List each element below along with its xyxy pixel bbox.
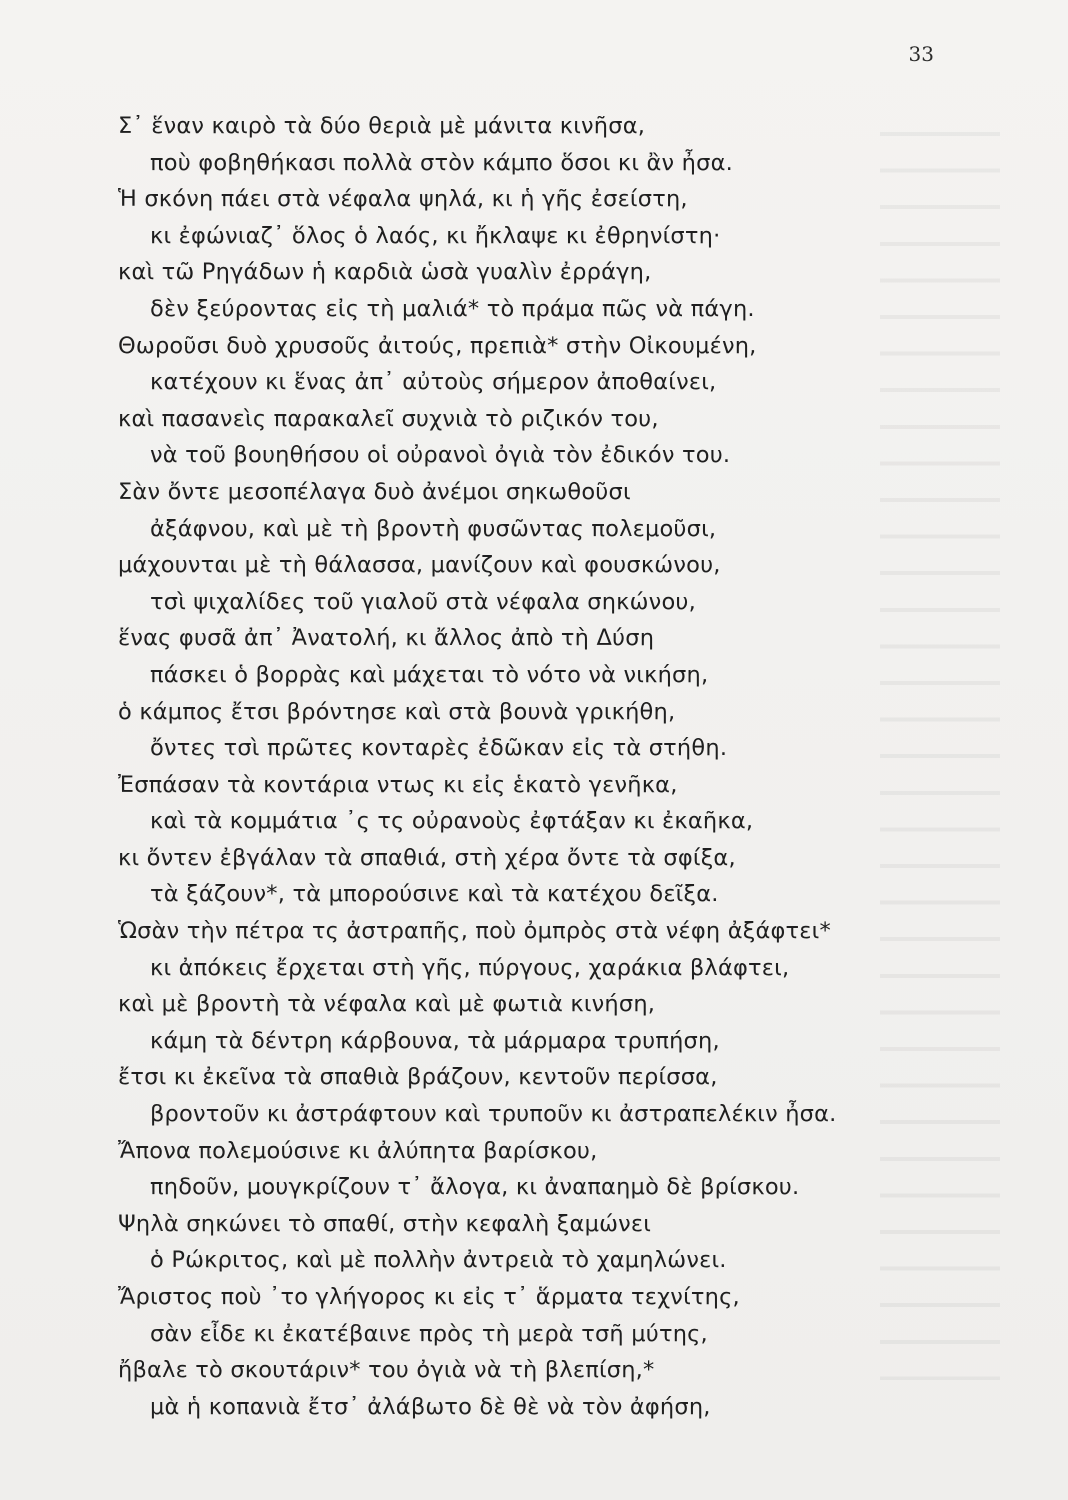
verse-line: τσὶ ψιχαλίδες τοῦ γιαλοῦ στὰ νέφαλα σηκώνου, (150, 588, 696, 615)
verse-line: καὶ μὲ βροντὴ τὰ νέφαλα καὶ μὲ φωτιὰ κινήση, (118, 991, 656, 1018)
verse-line: κι ἀπόκεις ἔρχεται στὴ γῆς, πύργους, χαράκια βλάφτει, (150, 954, 790, 981)
verse-line: καὶ τὰ κομμάτια ᾽ς τς οὐρανοὺς ἐφτάξαν κι ἐκαῆκα, (150, 808, 754, 835)
page-number: 33 (908, 42, 934, 66)
verse-line: ἔτσι κι ἐκεῖνα τὰ σπαθιὰ βράζουν, κεντοῦν περίσσα, (118, 1064, 718, 1091)
verse-line: τὰ ξάζουν*, τὰ μπορούσινε καὶ τὰ κατέχου δεῖξα. (150, 881, 719, 908)
verse-line: ἀξάφνου, καὶ μὲ τὴ βροντὴ φυσῶντας πολεμοῦσι, (150, 515, 717, 542)
verse-line: κατέχουν κι ἕνας ἀπ᾽ αὐτοὺς σήμερον ἀποθαίνει, (150, 369, 717, 396)
verse-line: ὁ Ρώκριτος, καὶ μὲ πολλὴν ἀντρειὰ τὸ χαμηλώνει. (150, 1247, 727, 1274)
verse-line: βροντοῦν κι ἀστράφτουν καὶ τρυποῦν κι ἀστραπελέκιν ἦσα. (150, 1101, 837, 1128)
verse-line: Σ᾽ ἕναν καιρὸ τὰ δύο θεριὰ μὲ μάνιτα κινῆσα, (118, 113, 646, 139)
verse-line: ἤβαλε τὸ σκουτάριν* του ὀγιὰ νὰ τὴ βλεπίση,* (118, 1357, 655, 1384)
verse-line: Ἡ σκόνη πάει στὰ νέφαλα ψηλά, κι ἡ γῆς ἐσείστη, (118, 186, 688, 213)
verse-line: Ὡσὰν τὴν πέτρα τς ἀστραπῆς, ποὺ ὀμπρὸς στὰ νέφη ἀξάφτει* (118, 918, 831, 945)
verse-line: κάμη τὰ δέντρη κάρβουνα, τὰ μάρμαρα τρυπήση, (150, 1027, 720, 1054)
verse-line: σὰν εἶδε κι ἐκατέβαινε πρὸς τὴ μερὰ τσῆ μύτης, (150, 1320, 708, 1347)
poem-text (118, 108, 968, 1425)
verse-line: πηδοῦν, μουγκρίζουν τ᾽ ἄλογα, κι ἀναπαημὸ δὲ βρίσκου. (150, 1174, 800, 1201)
verse-line: πάσκει ὁ βορρὰς καὶ μάχεται τὸ νότο νὰ νικήση, (150, 661, 709, 688)
verse-line: Ψηλὰ σηκώνει τὸ σπαθί, στὴν κεφαλὴ ξαμώνει (118, 1210, 652, 1237)
verse-line: δὲν ξεύροντας εἰς τὴ μαλιά* τὸ πράμα πῶς νὰ πάγη. (150, 295, 755, 322)
verse-line: μὰ ἡ κοπανιὰ ἔτσ᾽ ἀλάβωτο δὲ θὲ νὰ τὸν ἀφήση, (150, 1393, 711, 1420)
verse-line: Ἄριστος ποὺ ᾽το γλήγορος κι εἰς τ᾽ ἅρματα τεχνίτης, (118, 1284, 740, 1310)
verse-line: νὰ τοῦ βουηθήσου οἱ οὐρανοὶ ὀγιὰ τὸν ἐδικόν του. (150, 442, 731, 469)
verse-line: Θωροῦσι δυὸ χρυσοῦς ἀιτούς, πρεπιὰ* στὴν Οἰκουμένη, (118, 332, 757, 359)
verse-line: Ἐσπάσαν τὰ κοντάρια ντως κι εἰς ἑκατὸ γενῆκα, (118, 771, 678, 798)
verse-line: καὶ τῶ Ρηγάδων ἡ καρδιὰ ὡσὰ γυαλὶν ἐρράγη, (118, 259, 652, 286)
verse-line: ἕνας φυσᾶ ἀπ᾽ Ἀνατολή, κι ἄλλος ἀπὸ τὴ Δύση (118, 625, 655, 652)
verse-line: κι ὄντεν ἐβγάλαν τὰ σπαθιά, στὴ χέρα ὄντε τὰ σφίξα, (118, 844, 736, 871)
verse-line: ὄντες τσὶ πρῶτες κονταρὲς ἐδῶκαν εἰς τὰ στήθη. (150, 735, 728, 762)
verse-line: ποὺ φοβηθήκασι πολλὰ στὸν κάμπο ὅσοι κι ἂν ἦσα. (150, 149, 733, 176)
verse-line: καὶ πασανεὶς παρακαλεῖ συχνιὰ τὸ ριζικόν του, (118, 405, 659, 432)
verse-line: κι ἐφώνιαζ᾽ ὅλος ὁ λαός, κι ἤκλαψε κι ἐθρηνίστη· (150, 222, 721, 249)
verse-line: μάχουνται μὲ τὴ θάλασσα, μανίζουν καὶ φουσκώνου, (118, 552, 721, 579)
verse-line: ὁ κάμπος ἔτσι βρόντησε καὶ στὰ βουνὰ γρικήθη, (118, 698, 676, 725)
verse-line: Σὰν ὄντε μεσοπέλαγα δυὸ ἀνέμοι σηκωθοῦσι (118, 478, 631, 505)
verse-line: Ἄπονα πολεμούσινε κι ἀλύπητα βαρίσκου, (118, 1137, 598, 1164)
